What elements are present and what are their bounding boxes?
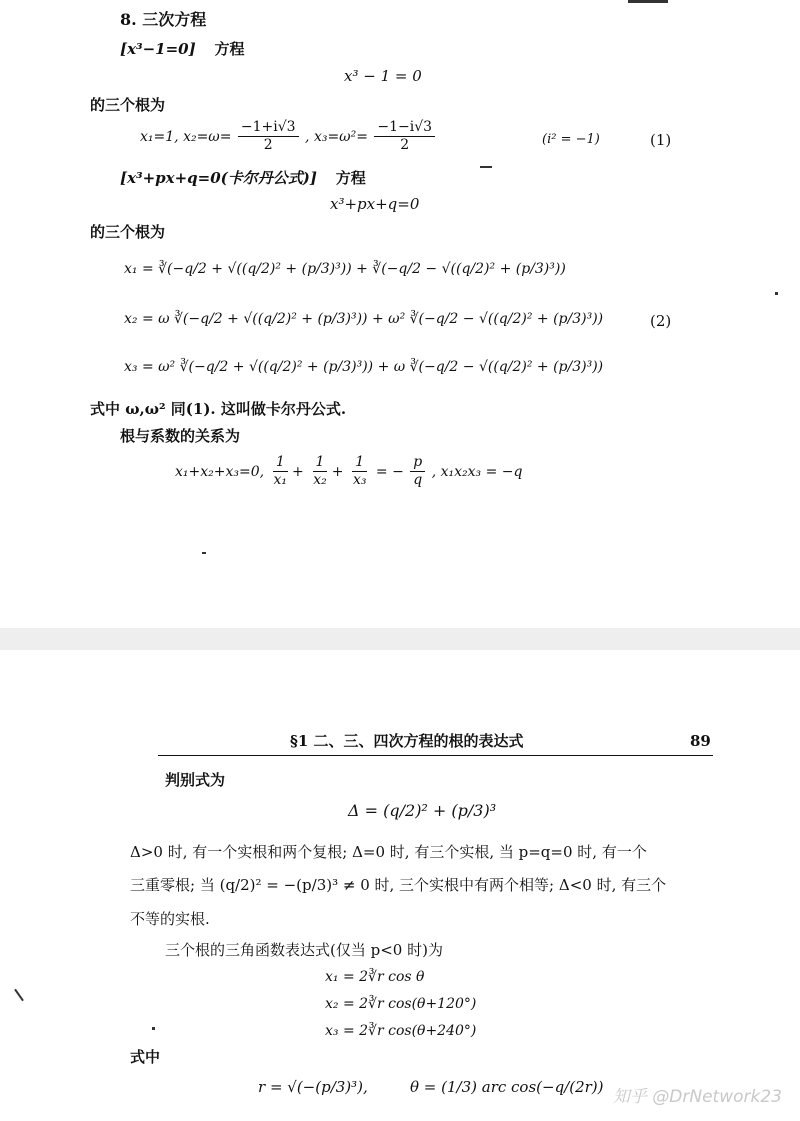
reciprocal-x1-denominator: x₁ <box>273 472 288 489</box>
scan-mark <box>480 166 492 168</box>
root-x2-denominator: 2 <box>263 137 273 154</box>
cases-line-3: 不等的实根. <box>130 910 210 928</box>
scan-mark <box>775 292 778 295</box>
cubic-unity-tag: [x³−1=0] <box>120 40 196 58</box>
reciprocal-x3 <box>350 455 370 489</box>
reciprocal-x3-denominator: x₃ <box>352 472 367 489</box>
relations-intro: 根与系数的关系为 <box>120 427 241 445</box>
relation-sum: x₁+x₂+x₃=0, <box>175 463 265 480</box>
r-definition: r = √(−(p/3)³), <box>258 1078 368 1096</box>
cardano-roots-intro: 的三个根为 <box>90 223 166 241</box>
reciprocal-x2-numerator: 1 <box>313 455 328 472</box>
cubic-unity-heading <box>120 42 245 57</box>
cases-line-1: Δ>0 时, 有一个实根和两个复根; Δ=0 时, 有三个实根, 当 p=q=0 时, 有一个 <box>130 843 647 861</box>
cubic-unity-tag-word: 方程 <box>214 40 245 58</box>
reciprocal-x3-numerator: 1 <box>352 455 367 472</box>
theta-definition: θ = (1/3) arc cos(−q/(2r)) <box>410 1078 604 1096</box>
cardano-note: 式中 ω,ω² 同(1). 这叫做卡尔丹公式. <box>90 400 347 418</box>
where-label: 式中 <box>130 1048 161 1066</box>
cardano-root-x1: x₁ = ∛(−q/2 + √((q/2)² + (p/3)³)) + ∛(−q/2 − √((q/2)² + (p/3)³)) <box>124 261 566 277</box>
imaginary-unit-note: (i² = −1) <box>542 132 600 147</box>
cardano-equation: x³+px+q=0 <box>330 195 420 213</box>
root-x3-fraction <box>374 120 435 154</box>
cubic-unity-roots-intro: 的三个根为 <box>90 96 166 114</box>
watermark: 知乎 @DrNetwork23 <box>612 1087 782 1107</box>
scan-mark <box>202 552 206 554</box>
reciprocal-rhs: = − <box>375 463 404 480</box>
root-x2-fraction <box>238 120 299 154</box>
p-over-q-denominator: q <box>413 472 423 489</box>
equation-number-2: (2) <box>650 312 672 330</box>
cubic-unity-roots <box>140 120 437 154</box>
scan-mark <box>152 1027 155 1030</box>
reciprocal-x2 <box>310 455 330 489</box>
cardano-root-x3: x₃ = ω² ∛(−q/2 + √((q/2)² + (p/3)³)) + ω ∛(−q/2 − √((q/2)² + (p/3)³)) <box>124 359 604 375</box>
root-x1: x₁=1, <box>140 128 179 145</box>
root-x3-denominator: 2 <box>400 137 410 154</box>
trig-intro: 三个根的三角函数表达式(仅当 p<0 时)为 <box>165 941 443 959</box>
root-x3-lhs: , x₃=ω²= <box>305 128 368 145</box>
trig-root-x1: x₁ = 2∛r cos θ <box>325 969 425 985</box>
trig-root-x3: x₃ = 2∛r cos(θ+240°) <box>325 1023 477 1039</box>
page-number: 89 <box>690 732 711 750</box>
section-title: 8. 三次方程 <box>120 10 207 29</box>
relation-product: , x₁x₂x₃ = −q <box>431 463 523 480</box>
root-x2-numerator: −1+i√3 <box>238 120 299 137</box>
discriminant-formula: Δ = (q/2)² + (p/3)³ <box>348 801 497 820</box>
root-x2-lhs: x₂=ω= <box>183 128 232 145</box>
reciprocal-x2-denominator: x₂ <box>313 472 327 489</box>
cardano-tag-word: 方程 <box>335 169 366 187</box>
cardano-heading <box>120 171 366 186</box>
discriminant-intro: 判别式为 <box>165 771 226 789</box>
root-coefficient-relations: x₁+x₂+x₃=0, $\frac{1}{\text{x₁}}$ + $\frac{1}{\text{x₂}}$ + $\frac{1}{\text{x₃}}$ = − $\frac{p}{q}$ , x₁x₂x₃ = −q <box>175 454 523 489</box>
trig-root-x2: x₂ = 2∛r cos(θ+120°) <box>325 996 477 1012</box>
p-over-q <box>410 455 425 489</box>
scan-mark <box>628 0 668 3</box>
running-header-section: §1 二、三、四次方程的根的表达式 <box>290 732 524 750</box>
cubic-unity-equation: x³ − 1 = 0 <box>344 67 422 85</box>
p-over-q-numerator: p <box>410 455 425 472</box>
cardano-tag: [x³+px+q=0(卡尔丹公式)] <box>120 169 317 187</box>
reciprocal-x1-numerator: 1 <box>273 455 288 472</box>
root-x3-numerator: −1−i√3 <box>374 120 435 137</box>
cases-line-2: 三重零根; 当 (q/2)² = −(p/3)³ ≠ 0 时, 三个实根中有两个相等; Δ<0 时, 有三个 <box>130 876 667 894</box>
header-rule <box>158 755 713 756</box>
reciprocal-x1 <box>271 455 291 489</box>
equation-number-1: (1) <box>650 131 672 149</box>
cardano-root-x2: x₂ = ω ∛(−q/2 + √((q/2)² + (p/3)³)) + ω² ∛(−q/2 − √((q/2)² + (p/3)³)) <box>124 311 604 327</box>
page-separator <box>0 628 800 650</box>
